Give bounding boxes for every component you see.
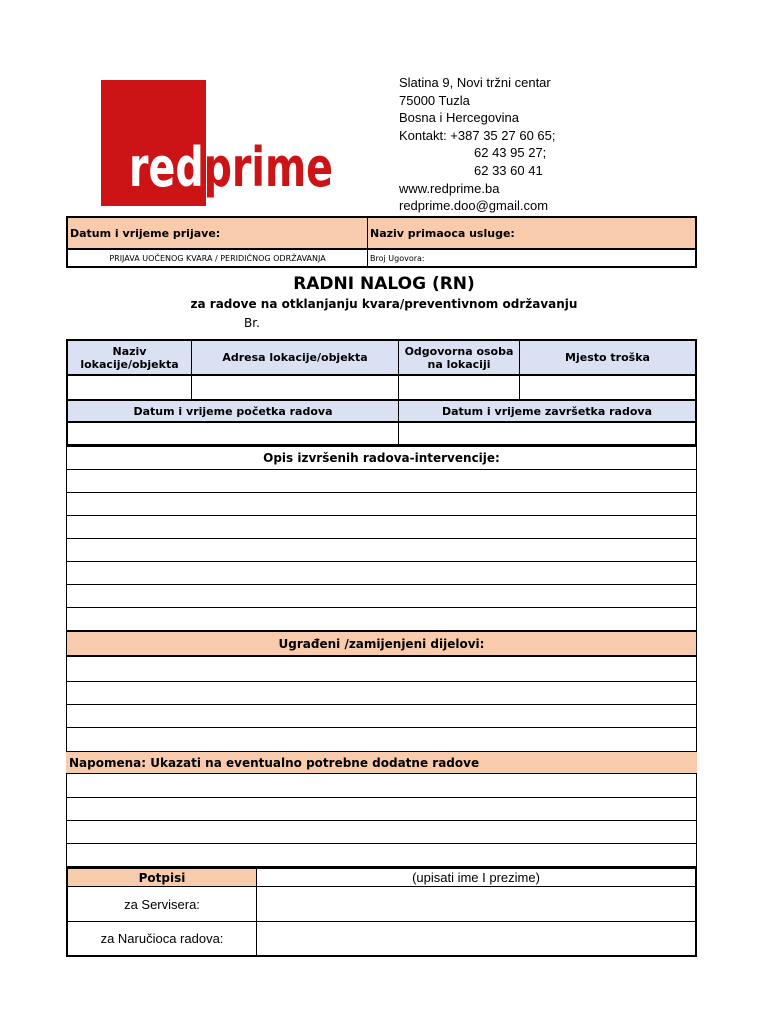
parts-table	[66, 631, 697, 752]
notes-table	[66, 773, 697, 867]
parts-line-3[interactable]	[67, 705, 696, 727]
notes-line-4[interactable]	[67, 844, 696, 866]
start-datetime-header-text: Datum i vrijeme početka radova	[133, 404, 333, 418]
contract-number-label: Broj Ugovora:	[370, 253, 425, 263]
date-of-report-label: Datum i vrijeme prijave:	[70, 226, 221, 240]
cost-center-input[interactable]	[520, 376, 695, 399]
header-table	[66, 216, 697, 268]
document-subtitle: za radove na otklanjanju kvara/preventivnom održavanju	[190, 297, 578, 311]
works-description-table	[66, 446, 697, 631]
notes-line-2[interactable]	[67, 798, 696, 820]
cost-center-header-text: Mjesto troška	[565, 351, 650, 364]
responsible-person-header	[399, 341, 520, 376]
parts-line-4[interactable]	[67, 728, 696, 751]
order-number-label: Br.	[244, 316, 260, 330]
website-line[interactable]: www.redprime.ba	[399, 180, 500, 196]
notes-line-1[interactable]	[67, 774, 696, 797]
location-name-header	[68, 341, 192, 376]
city-line: 75000 Tuzla	[399, 92, 470, 108]
email-line[interactable]: redprime.doo@gmail.com	[399, 198, 549, 214]
works-description-header	[67, 447, 696, 469]
location-name-input[interactable]	[68, 376, 192, 399]
svg-text:redprime	[129, 136, 381, 199]
signatures-hint-text: (upisati ime I prezime)	[412, 870, 540, 885]
signatures-table	[66, 867, 697, 957]
report-type-field	[68, 250, 368, 266]
location-name-header-l2: lokacije/objekta	[80, 357, 179, 371]
parts-line-2[interactable]	[67, 682, 696, 704]
location-table	[66, 339, 697, 446]
contact-block	[399, 74, 556, 215]
logo-text-red: red	[129, 136, 231, 199]
works-line-2[interactable]	[67, 493, 696, 515]
works-line-7[interactable]	[67, 608, 696, 630]
works-line-4[interactable]	[67, 539, 696, 561]
end-datetime-input[interactable]	[399, 423, 695, 444]
recipient-field[interactable]	[368, 218, 695, 248]
parts-header	[67, 632, 696, 657]
responsible-person-input[interactable]	[399, 376, 520, 399]
notes-header	[66, 752, 697, 773]
parts-heading: Ugrađeni /zamijenjeni dijelovi:	[278, 636, 485, 651]
cost-center-header	[520, 341, 695, 376]
client-label: za Naručioca radova:	[100, 931, 224, 946]
end-datetime-header-text: Datum i vrijeme završetka radova	[441, 404, 652, 418]
client-label-cell	[68, 922, 257, 955]
phone-line-2: 62 43 95 27;	[474, 145, 547, 161]
address-line: Slatina 9, Novi tržni centar	[399, 75, 551, 90]
client-signature-input[interactable]	[257, 922, 695, 955]
parts-line-1[interactable]	[67, 659, 696, 681]
phone-line-1: Kontakt: +387 35 27 60 65;	[399, 127, 556, 143]
recipient-label: Naziv primaoca usluge:	[370, 226, 515, 240]
location-address-input[interactable]	[192, 376, 399, 399]
works-line-1[interactable]	[67, 470, 696, 492]
notes-line-3[interactable]	[67, 821, 696, 843]
location-name-header-l1: Naziv	[112, 344, 147, 358]
date-of-report-field[interactable]	[68, 218, 368, 248]
logo-text-prime: prime	[203, 136, 381, 199]
contract-number-field[interactable]	[368, 250, 695, 266]
end-datetime-header	[399, 401, 695, 423]
works-line-5[interactable]	[67, 562, 696, 584]
redprime-logo	[101, 80, 381, 206]
document-title: RADNI NALOG (RN)	[293, 274, 475, 294]
location-address-header-text: Adresa lokacije/objekta	[222, 351, 368, 364]
responsible-person-header-l1: Odgovorna osoba	[404, 344, 514, 358]
servicer-label-cell	[68, 887, 257, 921]
works-line-6[interactable]	[67, 585, 696, 607]
start-datetime-header	[68, 401, 399, 423]
servicer-signature-input[interactable]	[257, 887, 695, 921]
signatures-header	[68, 869, 257, 886]
works-line-3[interactable]	[67, 516, 696, 538]
servicer-label: za Servisera:	[124, 896, 200, 912]
start-datetime-input[interactable]	[68, 423, 399, 444]
signatures-heading: Potpisi	[138, 870, 186, 885]
responsible-person-header-l2: na lokaciji	[427, 357, 491, 371]
notes-heading: Napomena: Ukazati na eventualno potrebne dodatne radove	[69, 755, 480, 770]
signatures-hint	[257, 869, 695, 886]
country-line: Bosna i Hercegovina	[399, 110, 519, 126]
works-description-heading: Opis izvršenih radova-intervencije:	[263, 451, 500, 465]
report-type-text: PRIJAVA UOČENOG KVARA / PERIDIČNOG ODRŽAVANJA	[109, 253, 326, 263]
phone-line-3: 62 33 60 41	[474, 162, 543, 178]
location-address-header	[192, 341, 399, 376]
